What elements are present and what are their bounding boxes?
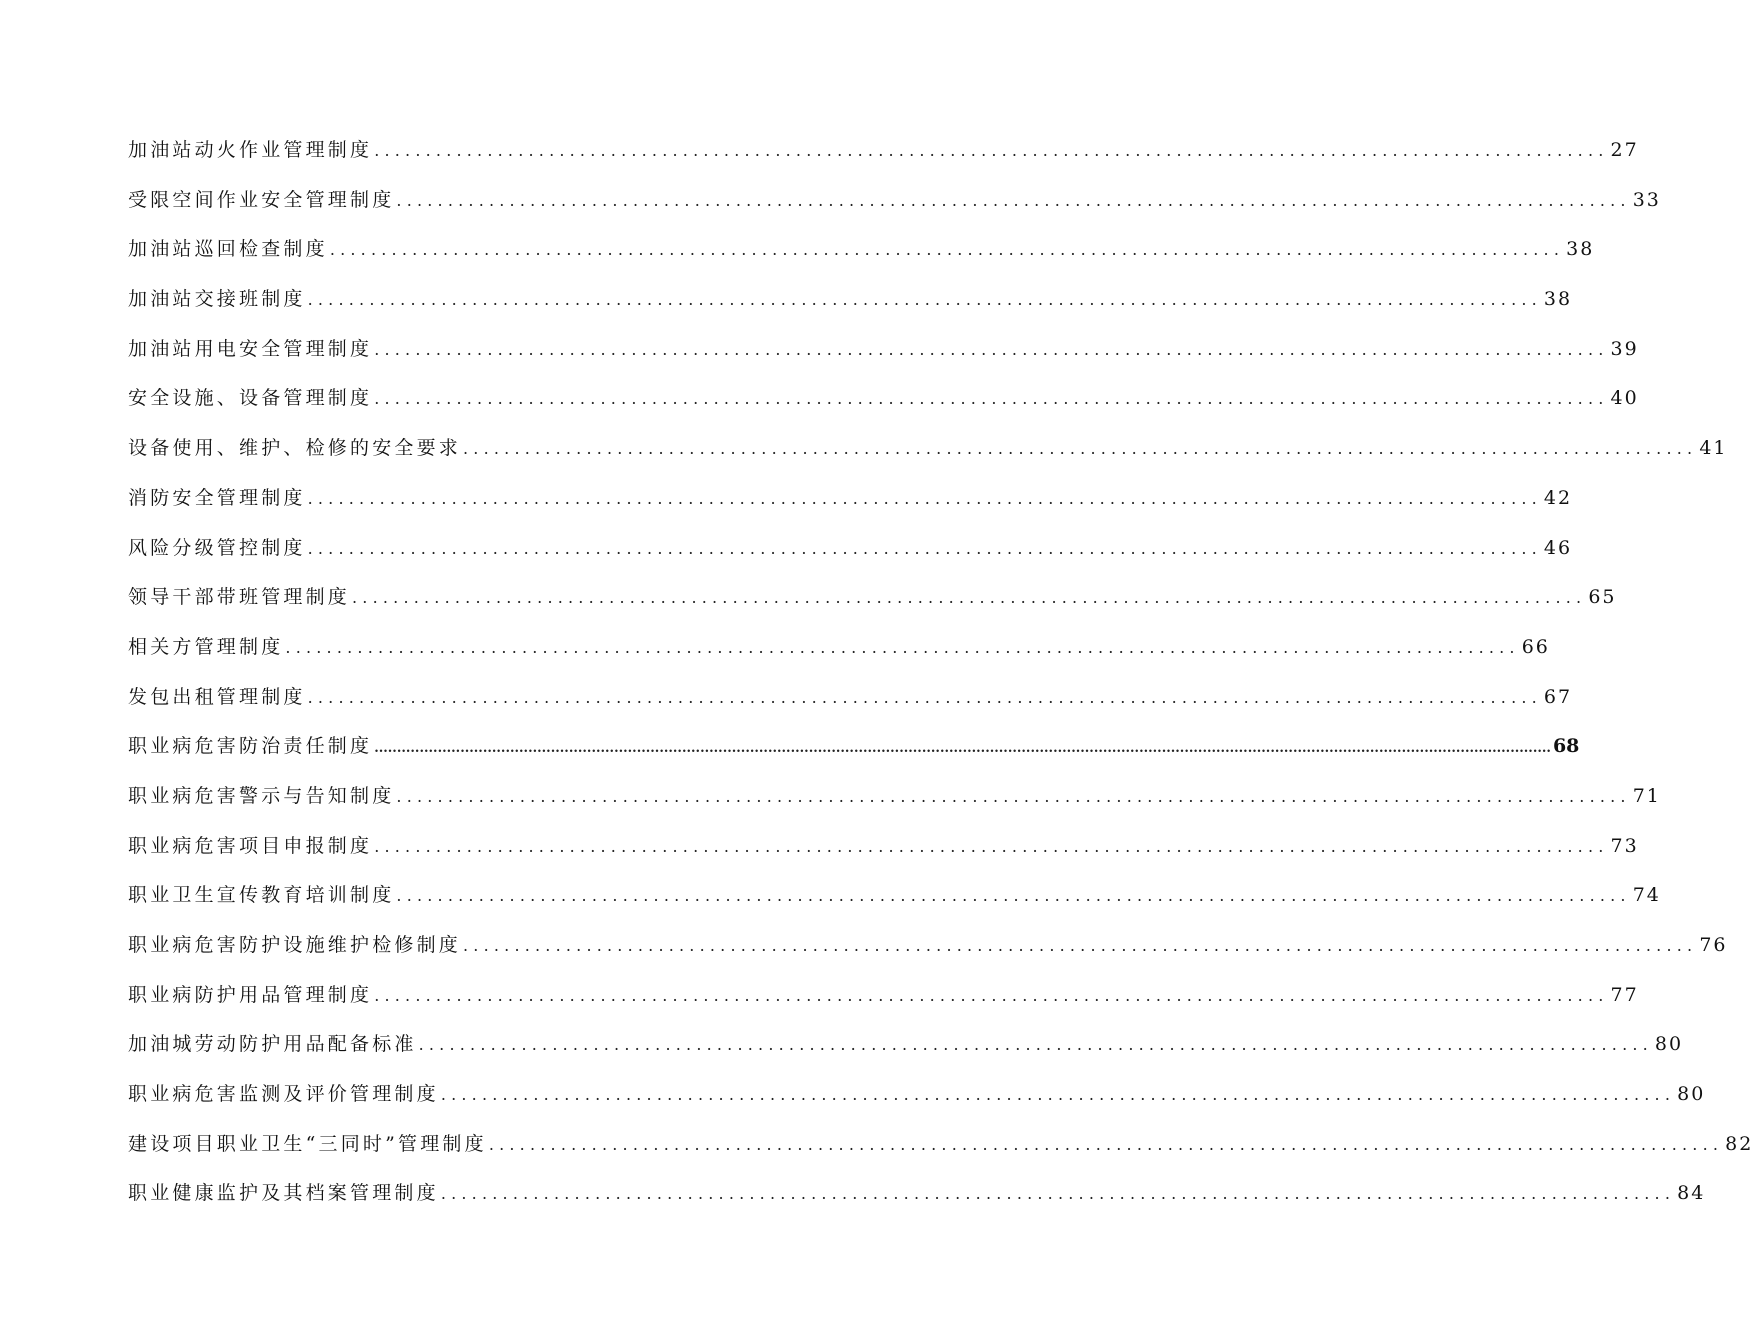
toc-entry-title: 发包出租管理制度 bbox=[128, 685, 306, 708]
toc-leader-dots: .................................................................................................................................................................................................................................................................... bbox=[374, 741, 1551, 757]
toc-leader-dots: ........................................................................................................................ bbox=[440, 1085, 1676, 1105]
toc-leader-dots: ........................................................................................................................ bbox=[396, 786, 1631, 806]
toc-entry-page: 46 bbox=[1543, 536, 1573, 559]
toc-entry[interactable] bbox=[128, 1122, 1753, 1172]
toc-entry-page: 33 bbox=[1632, 188, 1661, 211]
toc-entry[interactable] bbox=[128, 476, 1573, 526]
toc-entry-title: 风险分级管控制度 bbox=[128, 536, 306, 559]
toc-entry-page: 80 bbox=[1677, 1083, 1706, 1106]
toc-leader-dots: ........................................................................................................................ bbox=[488, 1134, 1724, 1154]
toc-entry-page: 84 bbox=[1677, 1182, 1706, 1205]
toc-entry-title: 加油站巡回检查制度 bbox=[128, 238, 328, 261]
toc-entry[interactable] bbox=[128, 575, 1617, 625]
toc-leader-dots: ........................................................................................................................ bbox=[307, 290, 1542, 310]
toc-entry-title: 职业健康监护及其档案管理制度 bbox=[128, 1182, 439, 1205]
toc-entry-page: 41 bbox=[1699, 437, 1728, 460]
toc-entry-title: 受限空间作业安全管理制度 bbox=[128, 188, 395, 211]
toc-entry[interactable] bbox=[128, 824, 1639, 874]
toc-entry-page: 27 bbox=[1610, 139, 1639, 161]
toc-entry[interactable] bbox=[128, 1022, 1684, 1072]
toc-entry[interactable] bbox=[128, 675, 1573, 725]
toc-entry[interactable] bbox=[128, 277, 1573, 327]
toc-entry[interactable] bbox=[128, 1171, 1706, 1221]
toc-entry-title: 消防安全管理制度 bbox=[128, 486, 306, 509]
toc-entry-page: 80 bbox=[1654, 1033, 1684, 1056]
toc-entry-title: 加油城劳动防护用品配备标准 bbox=[128, 1033, 417, 1056]
toc-entry[interactable] bbox=[128, 625, 1550, 675]
toc-entry-page: 40 bbox=[1610, 387, 1639, 410]
table-of-contents bbox=[128, 128, 1753, 1221]
toc-leader-dots: ........................................................................................................................ bbox=[374, 389, 1609, 409]
toc-leader-dots: ........................................................................................................................ bbox=[374, 836, 1609, 856]
toc-leader-dots: ........................................................................................................................ bbox=[418, 1035, 1653, 1055]
toc-entry-title: 加油站动火作业管理制度 bbox=[128, 139, 373, 161]
toc-entry-page: 77 bbox=[1610, 983, 1639, 1006]
toc-entry-title: 职业病危害项目申报制度 bbox=[128, 834, 373, 857]
toc-leader-dots: ........................................................................................................................ bbox=[352, 588, 1587, 608]
toc-entry[interactable] bbox=[128, 128, 1639, 178]
toc-entry[interactable] bbox=[128, 376, 1639, 426]
toc-entry-title: 相关方管理制度 bbox=[128, 635, 284, 658]
toc-entry[interactable] bbox=[128, 873, 1661, 923]
toc-entry-title: 职业病危害监测及评价管理制度 bbox=[128, 1083, 439, 1106]
toc-entry-title: 领导干部带班管理制度 bbox=[128, 586, 351, 609]
toc-entry-title: 设备使用、维护、检修的安全要求 bbox=[128, 437, 462, 460]
toc-entry[interactable] bbox=[128, 526, 1573, 576]
toc-leader-dots: ........................................................................................................................ bbox=[307, 488, 1542, 508]
toc-leader-dots: ........................................................................................................................ bbox=[374, 339, 1609, 359]
toc-entry-page: 65 bbox=[1588, 586, 1617, 609]
toc-entry[interactable] bbox=[128, 178, 1661, 228]
toc-leader-dots: ........................................................................................................................ bbox=[396, 190, 1631, 210]
toc-entry-title: 职业卫生宣传教育培训制度 bbox=[128, 884, 395, 907]
toc-entry-title: 职业病防护用品管理制度 bbox=[128, 983, 373, 1006]
toc-leader-dots: ........................................................................................................................ bbox=[285, 637, 1520, 657]
toc-entry-title: 安全设施、设备管理制度 bbox=[128, 387, 373, 410]
toc-entry[interactable] bbox=[128, 1072, 1706, 1122]
toc-entry[interactable] bbox=[128, 426, 1728, 476]
toc-entry[interactable] bbox=[128, 327, 1639, 377]
toc-leader-dots: ........................................................................................................................ bbox=[374, 985, 1609, 1005]
toc-entry[interactable] bbox=[128, 923, 1728, 973]
toc-entry-page: 76 bbox=[1699, 934, 1728, 956]
toc-leader-dots: ........................................................................................................................ bbox=[440, 1184, 1676, 1204]
toc-entry-page: 73 bbox=[1610, 834, 1639, 857]
toc-entry[interactable] bbox=[128, 724, 1580, 774]
toc-leader-dots: ........................................................................................................................ bbox=[307, 687, 1542, 707]
toc-entry-page: 66 bbox=[1521, 635, 1550, 658]
toc-entry-page: 82 bbox=[1725, 1132, 1753, 1155]
toc-entry[interactable] bbox=[128, 774, 1661, 824]
toc-entry-page: 71 bbox=[1632, 784, 1661, 807]
toc-entry-title: 加油站交接班制度 bbox=[128, 288, 306, 311]
toc-entry-page: 68 bbox=[1552, 735, 1580, 758]
toc-leader-dots: ........................................................................................................................ bbox=[329, 240, 1565, 260]
toc-leader-dots: ........................................................................................................................ bbox=[396, 886, 1631, 906]
toc-entry-title: 职业病危害防治责任制度 bbox=[128, 735, 373, 758]
toc-entry-title: 职业病危害警示与告知制度 bbox=[128, 784, 395, 807]
toc-entry-title: 职业病危害防护设施维护检修制度 bbox=[128, 934, 462, 956]
toc-entry[interactable] bbox=[128, 227, 1595, 277]
toc-entry-page: 38 bbox=[1543, 288, 1573, 311]
toc-entry-page: 42 bbox=[1543, 486, 1573, 509]
toc-entry-page: 38 bbox=[1566, 238, 1595, 261]
toc-leader-dots: ........................................................................................................................ bbox=[463, 439, 1698, 459]
toc-entry-title: 加油站用电安全管理制度 bbox=[128, 337, 373, 360]
toc-entry-title: 建设项目职业卫生“三同时”管理制度 bbox=[128, 1132, 487, 1155]
toc-entry-page: 67 bbox=[1543, 685, 1573, 708]
toc-leader-dots: ........................................................................................................................ bbox=[463, 936, 1698, 955]
toc-entry-page: 74 bbox=[1632, 884, 1661, 907]
toc-leader-dots: ........................................................................................................................ bbox=[374, 141, 1609, 160]
toc-entry[interactable] bbox=[128, 973, 1639, 1023]
toc-entry-page: 39 bbox=[1610, 337, 1639, 360]
toc-leader-dots: ........................................................................................................................ bbox=[307, 538, 1542, 558]
